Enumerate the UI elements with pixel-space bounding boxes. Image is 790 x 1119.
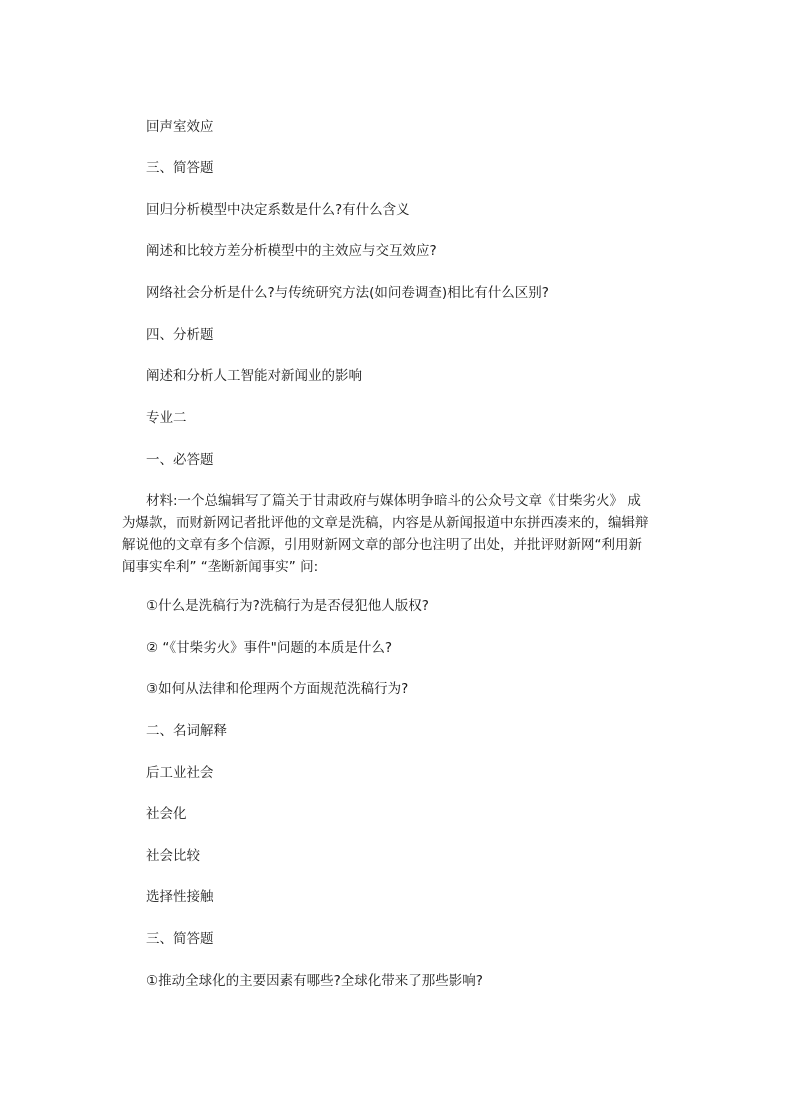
question-regulation: ③如何从法律和伦理两个方面规范洗稿行为?	[146, 681, 409, 697]
section-heading-short-answer: 三、简答题	[146, 160, 214, 176]
question-rewriting-definition: ①什么是洗稿行为?洗稿行为是否侵犯他人版权?	[146, 598, 429, 614]
major-two-heading: 专业二	[146, 410, 187, 426]
section-heading-analysis: 四、分析题	[146, 327, 214, 343]
question-globalization: ①推动全球化的主要因素有哪些?全球化带来了那些影响?	[146, 973, 483, 989]
term-social-comparison: 社会比较	[146, 848, 200, 864]
material-row-3: 解说他的文章有多个信源，引用财新网文章的部分也注明了出处，并批评财新网“利用新	[122, 537, 642, 553]
material-row-2: 为爆款，而财新网记者批评他的文章是洗稿，内容是从新闻报道中东拼西凑来的，编辑辩	[122, 515, 649, 531]
term-socialization: 社会化	[146, 806, 187, 822]
term-selective-exposure: 选择性接触	[146, 889, 214, 905]
question-network-analysis: 网络社会分析是什么?与传统研究方法(如问卷调查)相比有什么区别?	[146, 285, 549, 301]
section-heading-required: 一、必答题	[146, 452, 214, 468]
question-regression: 回归分析模型中决定系数是什么?有什么含义	[146, 202, 410, 218]
material-row-1: 材料:一个总编辑写了篇关于甘肃政府与媒体明争暗斗的公众号文章《甘柴劣火》 成	[146, 493, 641, 509]
section-heading-short-answer-2: 三、简答题	[146, 931, 214, 947]
question-event-essence: ② “《甘柴劣火》事件"问题的本质是什么?	[146, 640, 393, 656]
term-post-industrial: 后工业社会	[146, 765, 214, 781]
question-anova: 阐述和比较方差分析模型中的主效应与交互效应?	[146, 243, 437, 259]
material-row-4: 闻事实牟利” “垄断新闻事实” 问:	[122, 559, 319, 575]
term-echo-chamber: 回声室效应	[146, 119, 214, 135]
section-heading-terms: 二、名词解释	[146, 723, 227, 739]
question-ai-journalism: 阐述和分析人工智能对新闻业的影响	[146, 368, 362, 384]
